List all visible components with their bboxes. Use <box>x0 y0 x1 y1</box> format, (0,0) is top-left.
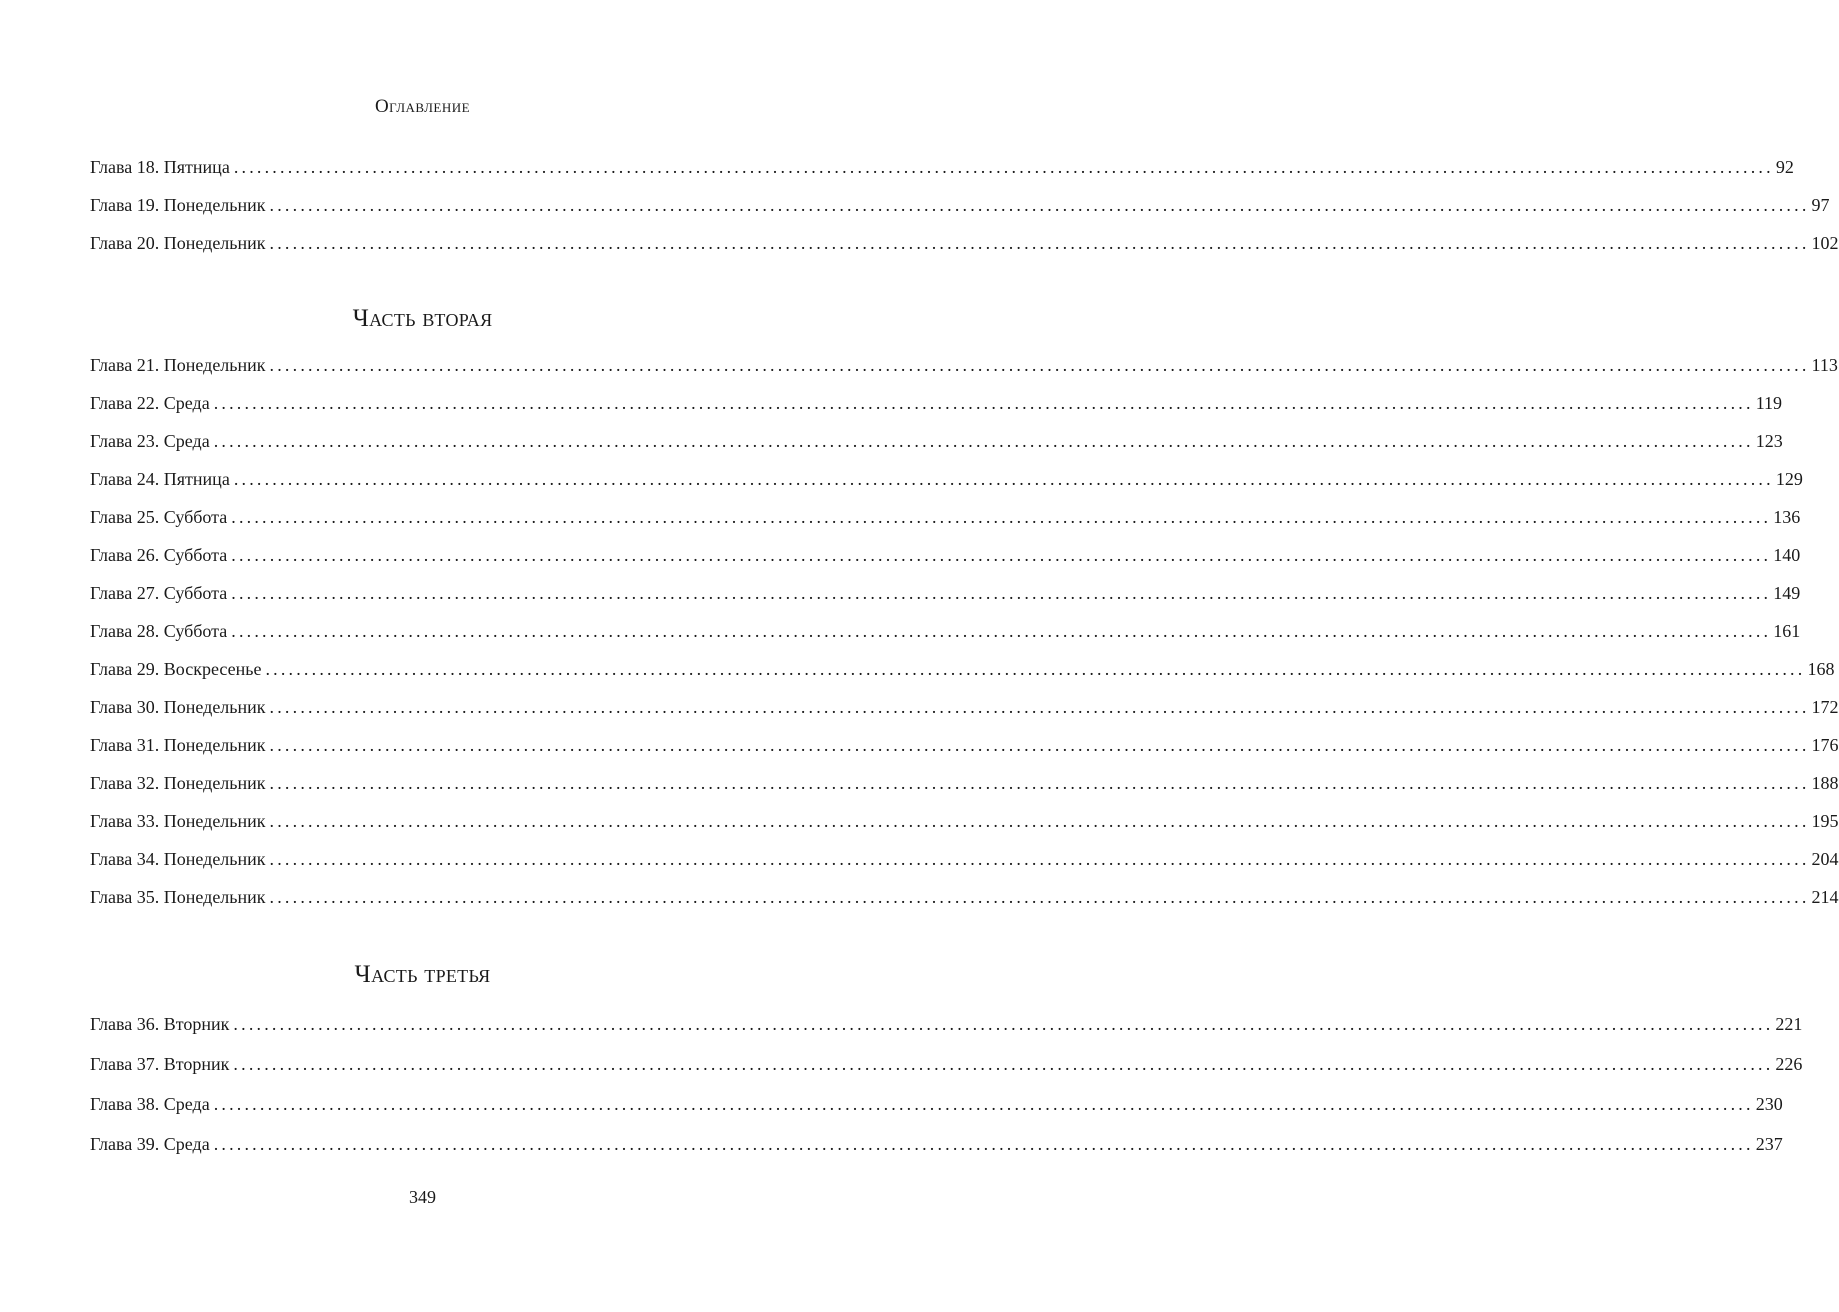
toc-leader-dots: ........................................................................................................................................................................................................ <box>231 507 1772 527</box>
part-title: Часть третья <box>354 961 491 988</box>
toc-entry-title: Глава 38. Среда <box>90 1094 210 1114</box>
page-number: 349 <box>409 1187 436 1207</box>
toc-entry-title: Глава 33. Понедельник <box>90 811 266 831</box>
part-title: Часть вторая <box>352 305 493 332</box>
toc-entry-page: 176 <box>1811 735 1839 755</box>
toc-entry-page: 129 <box>1775 469 1803 489</box>
toc-entry-page: 214 <box>1811 887 1839 907</box>
toc-entry-title: Глава 30. Понедельник <box>90 697 266 717</box>
toc-entry <box>90 807 1839 835</box>
toc-entry <box>90 427 1783 455</box>
toc-entry-page: 226 <box>1775 1054 1803 1074</box>
running-head: Оглавление <box>374 96 471 117</box>
toc-leader-dots: ........................................................................................................................................................................................................ <box>231 621 1772 641</box>
toc-leader-dots: ........................................................................................................................................................................................................ <box>213 1134 1754 1154</box>
toc-entry-page: 161 <box>1773 621 1801 641</box>
toc-entry <box>90 465 1803 493</box>
toc-leader-dots: ........................................................................................................................................................................................................ <box>233 1014 1774 1034</box>
toc-leader-dots: ........................................................................................................................................................................................................ <box>213 1094 1754 1114</box>
toc-entry <box>90 617 1801 645</box>
toc-entry-title: Глава 20. Понедельник <box>90 233 266 253</box>
toc-entry-title: Глава 29. Воскресенье <box>90 659 262 679</box>
toc-entry-page: 172 <box>1811 697 1839 717</box>
toc-leader-dots: ........................................................................................................................................................................................................ <box>269 849 1810 869</box>
toc-leader-dots: ........................................................................................................................................................................................................ <box>265 659 1806 679</box>
toc-entry-page: 102 <box>1811 233 1839 253</box>
toc-entry-page: 221 <box>1775 1014 1803 1034</box>
toc-leader-dots: ........................................................................................................................................................................................................ <box>269 195 1810 215</box>
toc-leader-dots: ........................................................................................................................................................................................................ <box>231 583 1772 603</box>
toc-leader-dots: ........................................................................................................................................................................................................ <box>269 697 1810 717</box>
toc-leader-dots: ........................................................................................................................................................................................................ <box>233 469 1774 489</box>
toc-entry-title: Глава 36. Вторник <box>90 1014 230 1034</box>
toc-entry-page: 140 <box>1773 545 1801 565</box>
toc-leader-dots: ........................................................................................................................................................................................................ <box>269 355 1810 375</box>
toc-entry-title: Глава 27. Суббота <box>90 583 228 603</box>
toc-entry <box>90 1010 1803 1038</box>
toc-entry-title: Глава 37. Вторник <box>90 1054 230 1074</box>
toc-leader-dots: ........................................................................................................................................................................................................ <box>233 1054 1774 1074</box>
toc-entry-page: 92 <box>1775 157 1794 177</box>
toc-entry-title: Глава 35. Понедельник <box>90 887 266 907</box>
toc-entry <box>90 229 1839 257</box>
toc-entry-page: 168 <box>1807 659 1835 679</box>
toc-entry-page: 230 <box>1755 1094 1783 1114</box>
toc-leader-dots: ........................................................................................................................................................................................................ <box>269 887 1810 907</box>
toc-entry-page: 123 <box>1755 431 1783 451</box>
toc-leader-dots: ........................................................................................................................................................................................................ <box>269 233 1810 253</box>
toc-entry <box>90 541 1801 569</box>
toc-entry-title: Глава 21. Понедельник <box>90 355 266 375</box>
toc-leader-dots: ........................................................................................................................................................................................................ <box>213 393 1754 413</box>
toc-entry-title: Глава 34. Понедельник <box>90 849 266 869</box>
toc-leader-dots: ........................................................................................................................................................................................................ <box>269 773 1810 793</box>
toc-entry-page: 149 <box>1773 583 1801 603</box>
toc-entry-title: Глава 32. Понедельник <box>90 773 266 793</box>
toc-entry-page: 204 <box>1811 849 1839 869</box>
toc-entry-title: Глава 31. Понедельник <box>90 735 266 755</box>
toc-entry-page: 188 <box>1811 773 1839 793</box>
toc-entry-title: Глава 28. Суббота <box>90 621 228 641</box>
toc-entry-page: 113 <box>1811 355 1838 375</box>
toc-entry <box>90 655 1835 683</box>
toc-entry-title: Глава 24. Пятница <box>90 469 230 489</box>
toc-entry <box>90 153 1794 181</box>
toc-entry-page: 119 <box>1755 393 1783 413</box>
toc-entry-page: 97 <box>1811 195 1830 215</box>
toc-entry-title: Глава 26. Суббота <box>90 545 228 565</box>
toc-entry <box>90 1130 1783 1158</box>
toc-entry <box>90 579 1801 607</box>
toc-entry-title: Глава 19. Понедельник <box>90 195 266 215</box>
toc-entry <box>90 693 1839 721</box>
toc-leader-dots: ........................................................................................................................................................................................................ <box>233 157 1774 177</box>
toc-leader-dots: ........................................................................................................................................................................................................ <box>269 811 1810 831</box>
toc-leader-dots: ........................................................................................................................................................................................................ <box>269 735 1810 755</box>
toc-entry <box>90 1050 1803 1078</box>
toc-entry <box>90 845 1839 873</box>
toc-leader-dots: ........................................................................................................................................................................................................ <box>231 545 1772 565</box>
toc-entry-title: Глава 18. Пятница <box>90 157 230 177</box>
toc-entry <box>90 503 1801 531</box>
toc-entry <box>90 389 1783 417</box>
toc-entry <box>90 883 1839 911</box>
toc-entry-page: 237 <box>1755 1134 1783 1154</box>
toc-entry-page: 136 <box>1773 507 1801 527</box>
toc-entry <box>90 769 1839 797</box>
toc-entry <box>90 351 1838 379</box>
toc-leader-dots: ........................................................................................................................................................................................................ <box>213 431 1754 451</box>
toc-entry-title: Глава 25. Суббота <box>90 507 228 527</box>
toc-entry-title: Глава 23. Среда <box>90 431 210 451</box>
toc-entry-page: 195 <box>1811 811 1839 831</box>
toc-entry <box>90 731 1839 759</box>
toc-entry <box>90 1090 1783 1118</box>
toc-entry-title: Глава 39. Среда <box>90 1134 210 1154</box>
toc-entry <box>90 191 1830 219</box>
toc-entry-title: Глава 22. Среда <box>90 393 210 413</box>
